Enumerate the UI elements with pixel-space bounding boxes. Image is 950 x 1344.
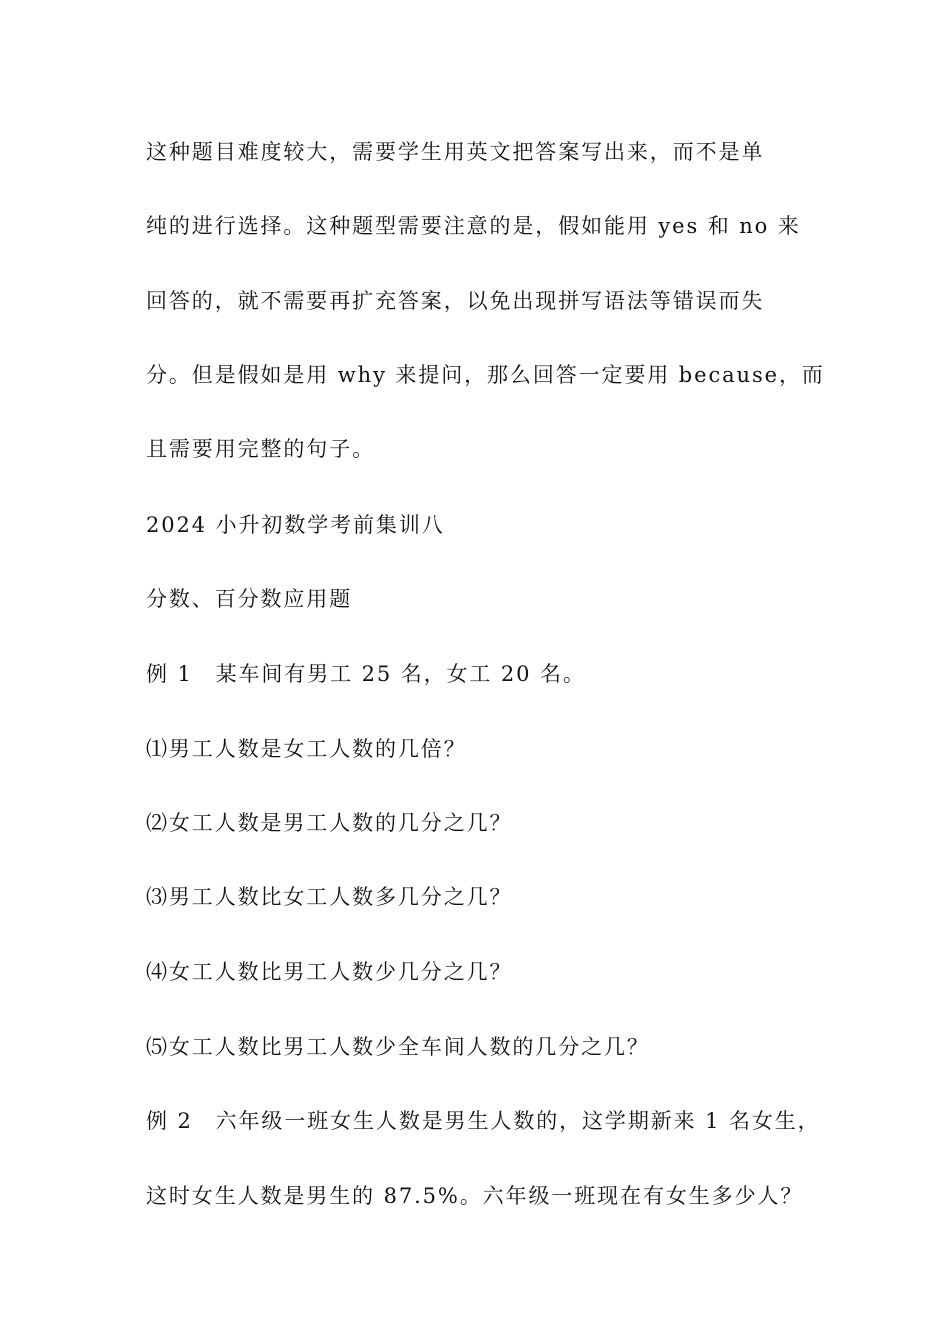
question-item: ⑵女工人数是男工人数的几分之几？ [146,811,513,835]
question-item: ⑷女工人数比男工人数少几分之几？ [146,960,513,984]
paragraph-line: 这种题目难度较大，需要学生用英文把答案写出来，而不是单 [146,140,765,164]
question-item: ⑴男工人数是女工人数的几倍？ [146,737,467,761]
paragraph-line: 且需要用完整的句子。 [146,437,375,461]
paragraph-line: 纯的进行选择。这种题型需要注意的是，假如能用 yes 和 no 来 [146,214,801,238]
example-2-statement: 例 2 六年级一班女生人数是男生人数的，这学期新来 1 名女生， [146,1109,821,1133]
example-1-statement: 例 1 某车间有男工 25 名，女工 20 名。 [146,662,586,686]
section-heading: 分数、百分数应用题 [146,587,353,611]
question-item: ⑸女工人数比男工人数少全车间人数的几分之几？ [146,1035,650,1059]
question-item: ⑶男工人数比女工人数多几分之几？ [146,885,513,909]
paragraph-line: 分。但是假如是用 why 来提问，那么回答一定要用 because，而 [146,363,825,387]
paragraph-line: 回答的，就不需要再扩充答案，以免出现拼写语法等错误而失 [146,289,765,313]
example-2-statement-continued: 这时女生人数是男生的 87.5%。六年级一班现在有女生多少人？ [146,1184,804,1208]
document-title: 2024 小升初数学考前集训八 [146,513,445,537]
